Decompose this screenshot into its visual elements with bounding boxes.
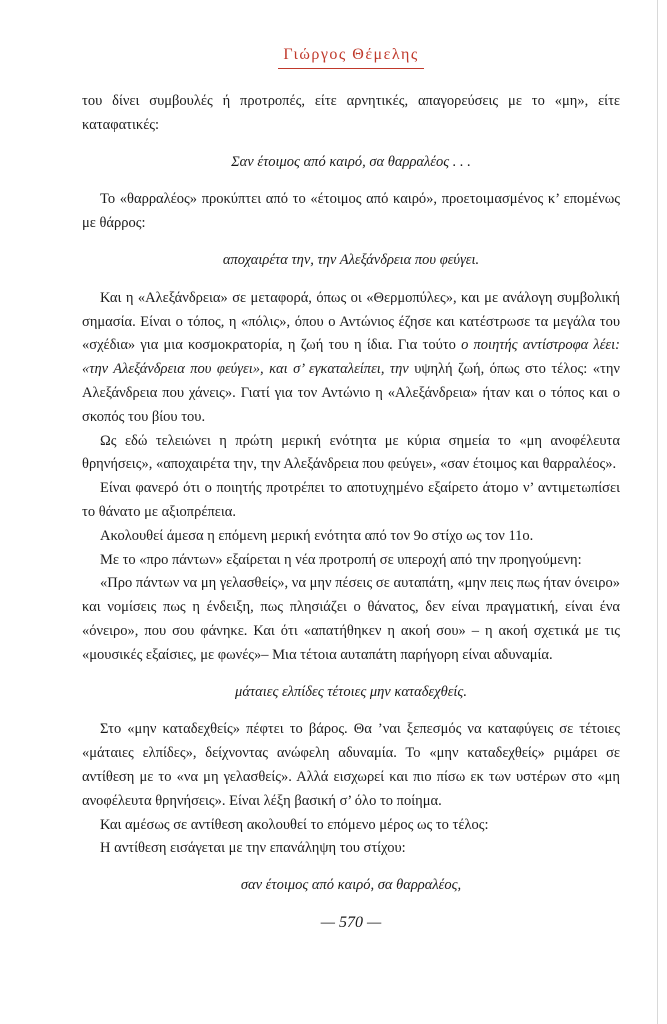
paragraph: «Προ πάντων να μη γελασθείς», να μην πέσεις σε αυταπάτη, «μην πεις πως ήταν όνειρο» και νομίσεις πως η ένδειξη, πως πλησιάζει ο θάνατος, δεν είναι πραγματική, είναι ένα «όνειρο», που σου φάνηκε. Και ότι «απατήθηκεν η ακοή σου» – η ακοή σχετικά με τις «μουσικές εξαίσιες, με φωνές»– Μια τέτοια αυταπάτη παρήγορη είναι αδυναμία. <box>82 575 620 663</box>
paragraph: Το «θαρραλέος» προκύπτει από το «έτοιμος από καιρό», προετοιμασμένος κ’ επομένως με θάρρος: <box>82 191 620 232</box>
paragraph: Στο «μην καταδεχθείς» πέφτει το βάρος. Θα ’ναι ξεπεσμός να καταφύγεις σε τέτοιες «μάταιες ελπίδες», δείχνοντας ανώφελη αδυναμία. Το «μην καταδεχθείς» ριμάρει σε αντίθεση με το «να μη γελασθείς». Αλλά εισχωρεί και πιο πίσω εκ των υστέρων στο «μη ανοφέλευτα θρηνήσεις». Είναι λέξη βασική σ’ όλο το ποίημα. <box>82 721 620 809</box>
verse-quote: σαν έτοιμος από καιρό, σα θαρραλέος, <box>240 877 462 894</box>
paragraph: του δίνει συμβουλές ή προτροπές, είτε αρνητικές, απαγορεύσεις με το «μη», είτε καταφατικές: <box>82 93 620 133</box>
italic-passage: ο ποιητής αντίστροφα λέει: «την Αλεξάνδρεια που φεύγει», και σ’ εγκαταλείπει, την <box>82 337 621 378</box>
verse-quote: αποχαιρέτα την, την Αλεξάνδρεια που φεύγει. <box>222 251 480 268</box>
paragraph <box>82 287 620 430</box>
paragraph: Είναι φανερό ότι ο ποιητής προτρέπει το αποτυχημένο εξαίρετο άτομο ν’ αντιμετωπίσει το θάνατο με αξιοπρέπεια. <box>82 480 620 520</box>
paragraph: Ακολουθεί άμεσα η επόμενη μερική ενότητα από τον 9ο στίχο ως τον 11ο. <box>100 527 534 544</box>
running-head-underline <box>278 68 424 69</box>
verse-quote: Σαν έτοιμος από καιρό, σα θαρραλέος . . . <box>231 153 471 170</box>
paragraph-text: υψηλή ζωή, όπως στο τέλος: «την Αλεξάνδρεια που χάνεις». Γιατί για τον Αντώνιο η «Αλεξάνδρεια» ήταν και ο τόπος και ο σκοπός του βίου του. <box>82 361 620 425</box>
page-number: — 570 — <box>320 914 382 931</box>
page-edge-line <box>657 0 658 1024</box>
body-text <box>82 90 620 912</box>
paragraph-text: Και η «Αλεξάνδρεια» σε μεταφορά, όπως οι «Θερμοπύλες», και με ανάλογη συμβολική σημασία. Είναι ο τόπος, η «πόλις», όπου ο Αντώνιος έζησε και κατέστρωσε τα μεγάλα του «σχέδια» για μια κοσμοκρατορία, η ζωή του η ίδια. Για τούτο <box>82 289 620 354</box>
paragraph: Και αμέσως σε αντίθεση ακολουθεί το επόμενο μέρος ως το τέλος: <box>100 816 489 833</box>
paragraph: Ως εδώ τελειώνει η πρώτη μερική ενότητα με κύρια σημεία το «μη ανοφέλευτα θρηνήσεις», «αποχαιρέτα την, την Αλεξάνδρεια που φεύγει», «σαν έτοιμος και θαρραλέος». <box>82 432 620 473</box>
verse-quote: μάταιες ελπίδες τέτοιες μην καταδεχθείς. <box>235 683 467 700</box>
running-head: Γιώργος Θέμελης <box>283 46 419 63</box>
paragraph: Η αντίθεση εισάγεται με την επανάληψη του στίχου: <box>100 840 406 857</box>
paragraph: Με το «προ πάντων» εξαίρεται η νέα προτροπή σε υπεροχή από την προηγούμενη: <box>100 551 582 568</box>
